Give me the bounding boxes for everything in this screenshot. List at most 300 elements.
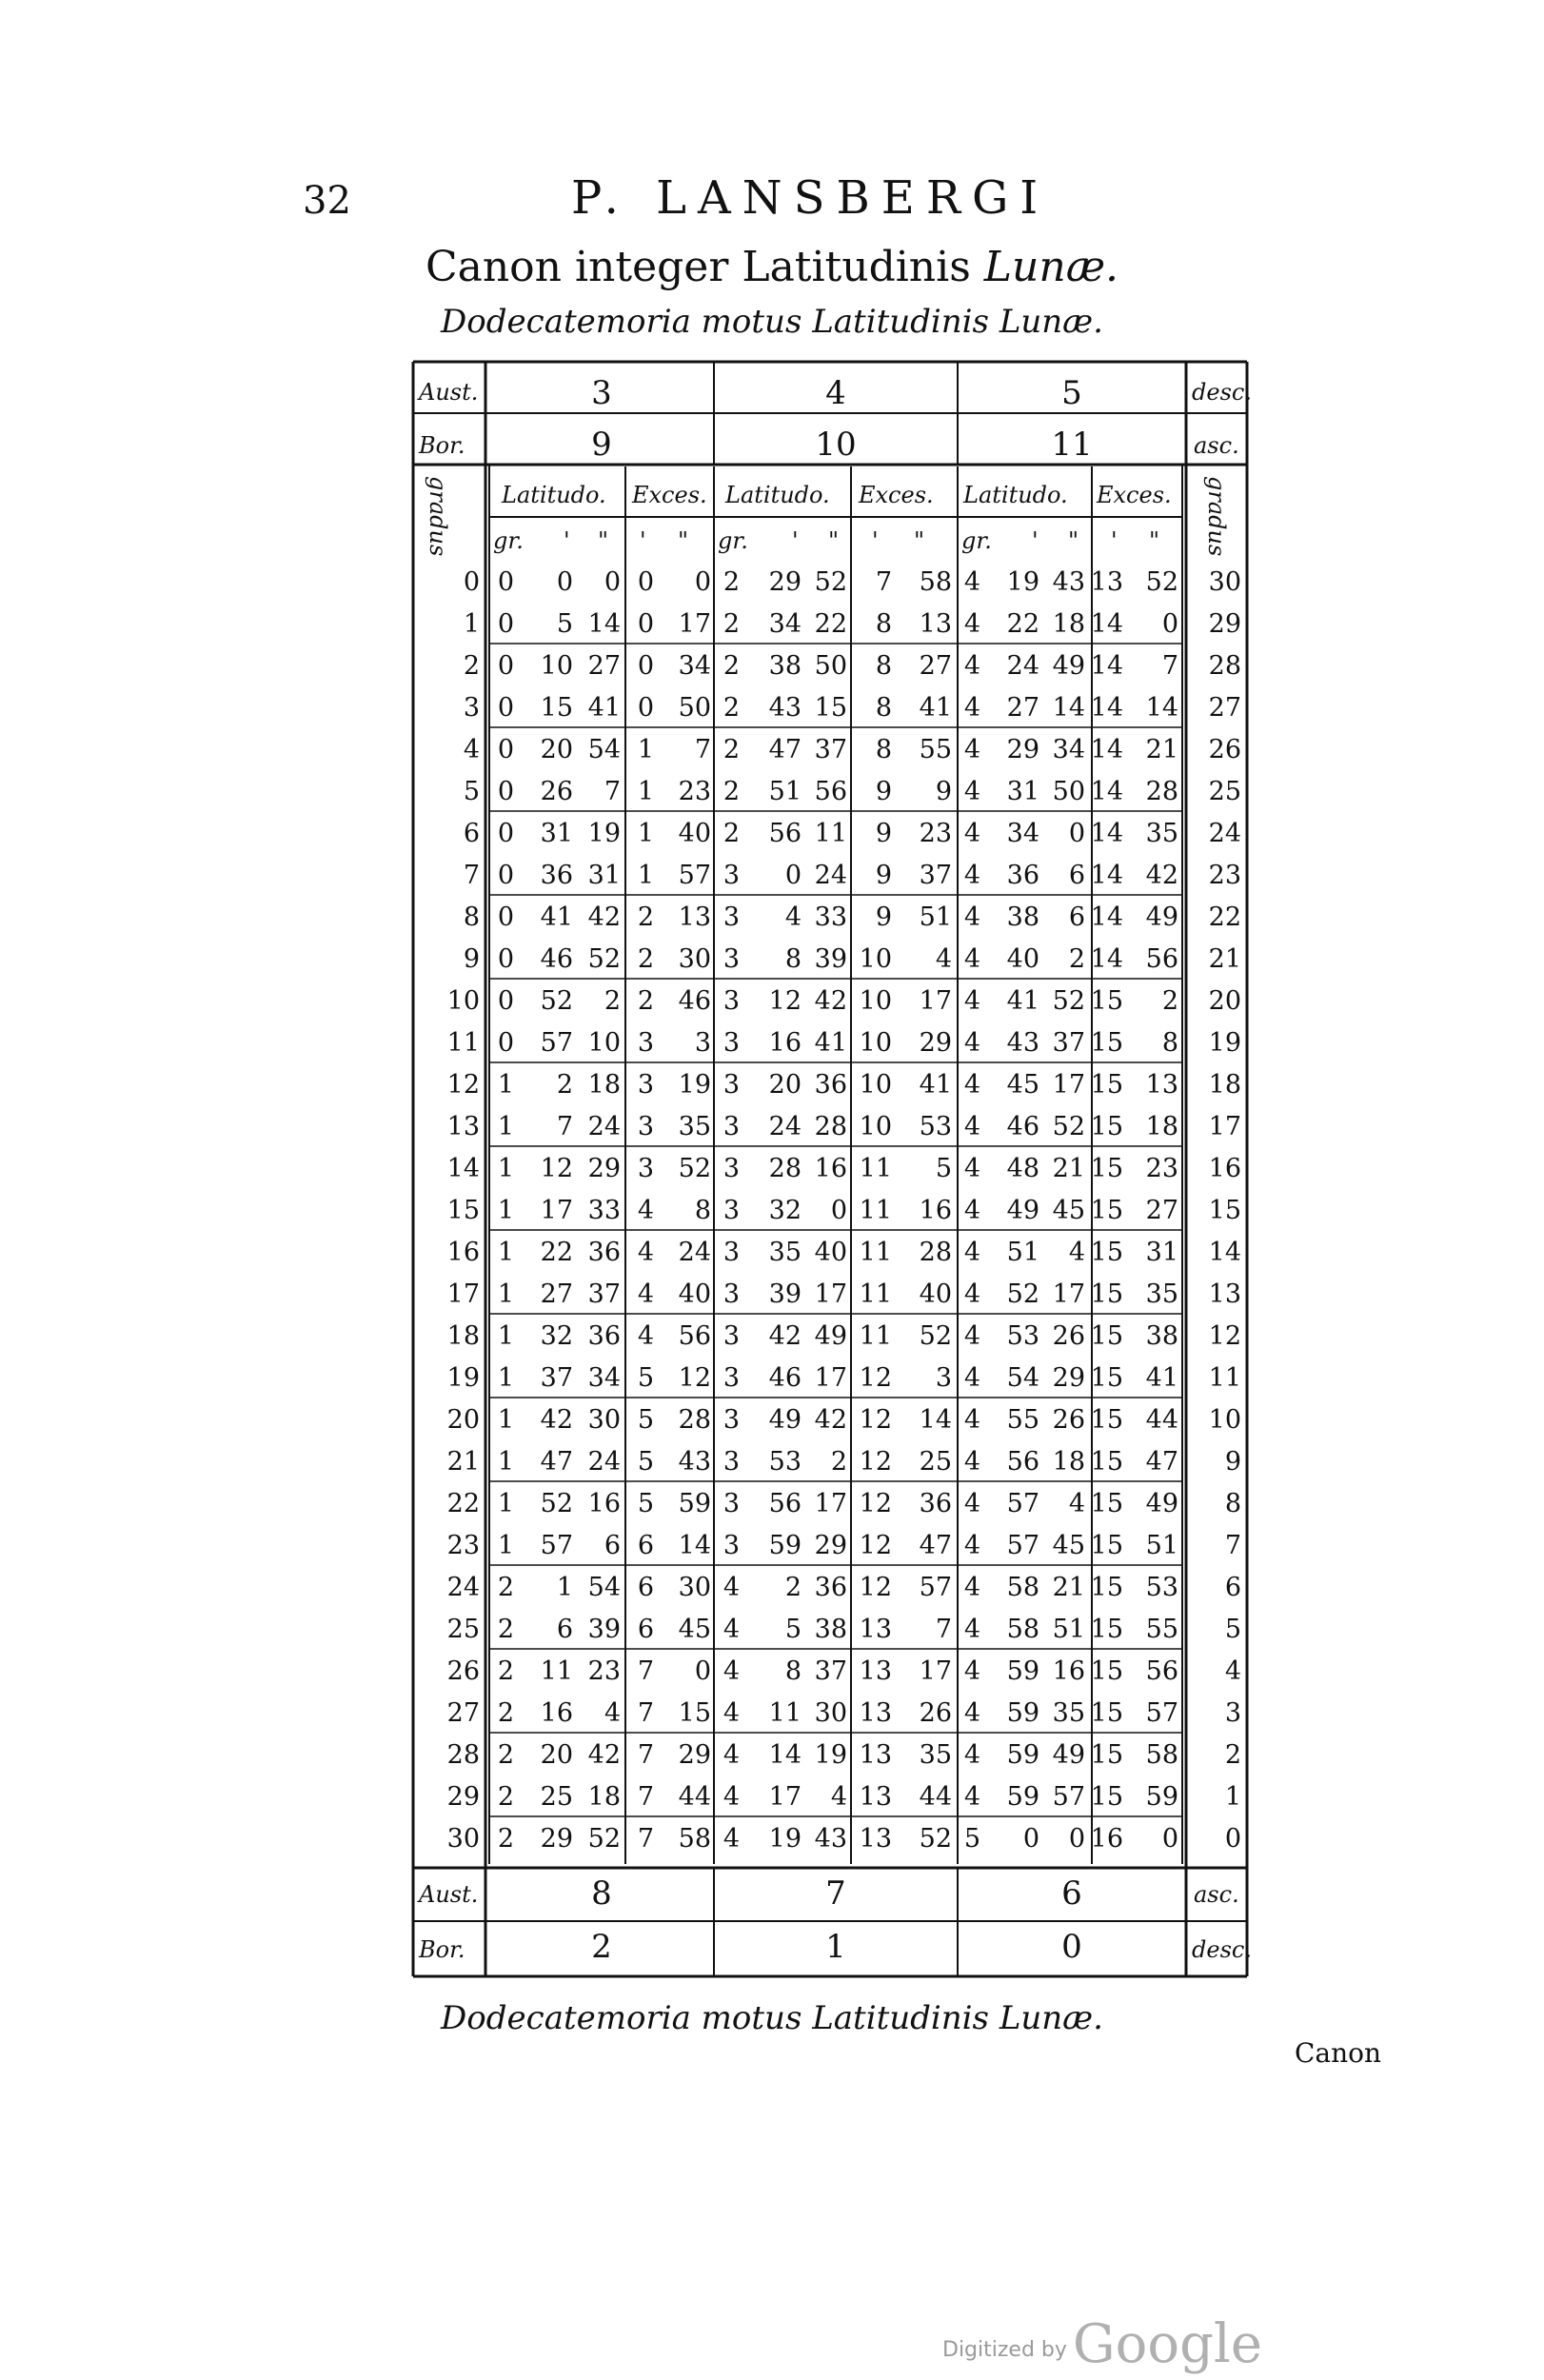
value-cell: 5 [637,1489,654,1518]
value-cell: 12 [859,1363,892,1393]
value-cell: 14 [1090,735,1123,764]
catchword: Canon [1295,2037,1382,2069]
gradus-cell: 20 [446,1405,480,1435]
value-cell: 56 [768,819,802,848]
value-cell: 4 [637,1279,654,1309]
value-cell: 30 [587,1405,621,1435]
value-cell: 52 [1006,1279,1039,1309]
value-cell: 28 [768,1154,802,1183]
value-cell: 7 [604,777,621,806]
sign-bottom-bor-3: 0 [1061,1928,1082,1966]
value-cell: 34 [1006,819,1039,848]
value-cell: 41 [814,1028,847,1058]
value-cell: 8 [875,693,892,723]
value-cell: 2 [784,1573,802,1602]
value-cell: 47 [768,735,802,764]
gradus-desc-cell: 28 [1208,651,1241,681]
gradus-cell: 0 [463,567,480,597]
value-cell: 43 [678,1447,711,1477]
value-cell: 37 [814,1656,847,1686]
value-cell: 12 [540,1154,573,1183]
value-cell: 31 [1145,1238,1178,1267]
value-cell: 5 [784,1615,802,1644]
value-cell: 16 [1090,1824,1123,1854]
value-cell: 4 [1068,1238,1085,1267]
value-cell: 1 [637,777,654,806]
value-cell: 43 [1052,567,1085,597]
label-gradus-right: gradus [1203,476,1230,557]
value-cell: 29 [587,1154,621,1183]
value-cell: 1 [497,1070,514,1100]
value-cell: 4 [963,1196,980,1225]
gradus-cell: 27 [446,1698,480,1728]
value-cell: 1 [497,1279,514,1309]
value-cell: 2 [1068,944,1085,974]
value-cell: 0 [1022,1824,1039,1854]
value-cell: 9 [875,777,892,806]
value-cell: 19 [678,1070,711,1100]
value-cell: 15 [1090,1531,1123,1560]
value-cell: 10 [859,944,892,974]
value-cell: 4 [963,1028,980,1058]
gradus-cell: 15 [446,1196,480,1225]
value-cell: 5 [556,609,573,639]
value-cell: 44 [678,1782,711,1812]
value-cell: 15 [1090,1028,1123,1058]
value-cell: 54 [1006,1363,1039,1393]
value-cell: 2 [830,1447,847,1477]
sign-bor-1: 9 [591,426,612,464]
value-cell: 15 [1090,1238,1123,1267]
value-cell: 1 [637,735,654,764]
value-cell: 3 [637,1112,654,1141]
value-cell: 8 [875,735,892,764]
value-cell: 56 [768,1489,802,1518]
value-cell: 14 [1090,651,1123,681]
value-cell: 4 [963,1154,980,1183]
value-cell: 32 [768,1196,802,1225]
value-cell: 2 [497,1615,514,1644]
value-cell: 14 [587,609,621,639]
value-cell: 2 [723,693,740,723]
value-cell: 4 [830,1782,847,1812]
value-cell: 55 [1145,1615,1178,1644]
gradus-desc-cell: 21 [1208,944,1241,974]
unit-gr-3: gr. [961,527,992,554]
sign-bottom-aust-3: 6 [1061,1874,1082,1913]
value-cell: 41 [540,902,573,932]
value-cell: 31 [540,819,573,848]
value-cell: 36 [587,1238,621,1267]
value-cell: 59 [678,1489,711,1518]
sign-aust-1: 3 [591,374,612,412]
value-cell: 0 [497,861,514,890]
value-cell: 0 [497,609,514,639]
value-cell: 53 [1006,1321,1039,1351]
value-cell: 24 [768,1112,802,1141]
gradus-cell: 23 [446,1531,480,1560]
value-cell: 6 [637,1531,654,1560]
value-cell: 16 [768,1028,802,1058]
value-cell: 56 [1145,944,1178,974]
value-cell: 57 [919,1573,952,1602]
value-cell: 10 [859,986,892,1016]
value-cell: 41 [919,1070,952,1100]
value-cell: 42 [814,1405,847,1435]
value-cell: 43 [1006,1028,1039,1058]
value-cell: 26 [1052,1321,1085,1351]
label-desc-bottom: desc. [1192,1936,1252,1963]
value-cell: 3 [935,1363,952,1393]
value-cell: 3 [723,1070,740,1100]
value-cell: 14 [1090,693,1123,723]
value-cell: 14 [768,1740,802,1770]
label-desc-top: desc. [1192,379,1252,406]
value-cell: 38 [1145,1321,1178,1351]
value-cell: 29 [1006,735,1039,764]
value-cell: 11 [814,819,847,848]
value-cell: 35 [1145,1279,1178,1309]
value-cell: 20 [540,735,573,764]
value-cell: 59 [1006,1656,1039,1686]
running-head: P. LANSBERGI [571,171,1050,225]
value-cell: 16 [587,1489,621,1518]
value-cell: 35 [1145,819,1178,848]
value-cell: 10 [540,651,573,681]
gradus-desc-cell: 6 [1224,1573,1241,1602]
unit-sec-1: " [598,527,609,554]
value-cell: 12 [859,1531,892,1560]
value-cell: 17 [768,1782,802,1812]
value-cell: 52 [814,567,847,597]
gradus-cell: 16 [446,1238,480,1267]
value-cell: 17 [540,1196,573,1225]
value-cell: 13 [678,902,711,932]
value-cell: 8 [784,1656,802,1686]
value-cell: 3 [723,1363,740,1393]
value-cell: 17 [919,986,952,1016]
value-cell: 4 [723,1656,740,1686]
value-cell: 4 [723,1615,740,1644]
gradus-desc-cell: 15 [1208,1196,1241,1225]
value-cell: 10 [859,1112,892,1141]
value-cell: 7 [1161,651,1178,681]
value-cell: 58 [1145,1740,1178,1770]
value-cell: 0 [1161,609,1178,639]
value-cell: 15 [1090,1363,1123,1393]
value-cell: 45 [1052,1531,1085,1560]
value-cell: 58 [1006,1615,1039,1644]
value-cell: 13 [859,1782,892,1812]
value-cell: 42 [587,1740,621,1770]
value-cell: 22 [540,1238,573,1267]
value-cell: 12 [859,1573,892,1602]
value-cell: 4 [963,777,980,806]
value-cell: 35 [1052,1698,1085,1728]
value-cell: 6 [604,1531,621,1560]
value-cell: 4 [637,1321,654,1351]
value-cell: 17 [678,609,711,639]
value-cell: 28 [1145,777,1178,806]
col-exces-1: Exces. [632,482,707,508]
unit-sec-ex-2: " [914,527,925,554]
value-cell: 0 [637,651,654,681]
value-cell: 40 [678,819,711,848]
value-cell: 3 [723,1028,740,1058]
value-cell: 0 [637,609,654,639]
value-cell: 54 [587,1573,621,1602]
value-cell: 15 [1090,1698,1123,1728]
value-cell: 8 [1161,1028,1178,1058]
value-cell: 24 [678,1238,711,1267]
value-cell: 23 [919,819,952,848]
sign-bottom-bor-2: 1 [825,1928,846,1966]
value-cell: 4 [723,1573,740,1602]
digitized-watermark [942,2313,1262,2375]
value-cell: 31 [1006,777,1039,806]
value-cell: 49 [1145,1489,1178,1518]
value-cell: 59 [1006,1782,1039,1812]
value-cell: 13 [859,1698,892,1728]
value-cell: 1 [497,1363,514,1393]
gradus-cell: 2 [463,651,480,681]
value-cell: 55 [1006,1405,1039,1435]
value-cell: 9 [875,819,892,848]
value-cell: 14 [1090,777,1123,806]
value-cell: 46 [540,944,573,974]
value-cell: 15 [1090,1279,1123,1309]
value-cell: 4 [723,1782,740,1812]
value-cell: 7 [637,1656,654,1686]
value-cell: 57 [1006,1489,1039,1518]
value-cell: 3 [694,1028,711,1058]
value-cell: 49 [814,1321,847,1351]
value-cell: 3 [723,944,740,974]
value-cell: 15 [1090,1405,1123,1435]
value-cell: 29 [768,567,802,597]
value-cell: 4 [637,1196,654,1225]
gradus-desc-cell: 8 [1224,1489,1241,1518]
value-cell: 3 [637,1154,654,1183]
value-cell: 11 [859,1279,892,1309]
value-cell: 54 [587,735,621,764]
value-cell: 57 [540,1028,573,1058]
value-cell: 7 [556,1112,573,1141]
value-cell: 56 [1145,1656,1178,1686]
value-cell: 3 [723,861,740,890]
gradus-cell: 1 [463,609,480,639]
page-number: 32 [303,179,351,223]
value-cell: 31 [587,861,621,890]
value-cell: 3 [637,1028,654,1058]
gradus-desc-cell: 29 [1208,609,1241,639]
value-cell: 58 [1006,1573,1039,1602]
value-cell: 42 [587,902,621,932]
value-cell: 52 [540,1489,573,1518]
value-cell: 29 [540,1824,573,1854]
value-cell: 10 [859,1028,892,1058]
gradus-desc-cell: 23 [1208,861,1241,890]
value-cell: 45 [1052,1196,1085,1225]
gradus-desc-cell: 19 [1208,1028,1241,1058]
value-cell: 36 [587,1321,621,1351]
label-aust-top: Aust. [419,379,479,406]
gradus-desc-cell: 3 [1224,1698,1241,1728]
value-cell: 4 [963,902,980,932]
value-cell: 22 [1006,609,1039,639]
value-cell: 37 [540,1363,573,1393]
value-cell: 2 [637,986,654,1016]
value-cell: 45 [1006,1070,1039,1100]
value-cell: 28 [814,1112,847,1141]
value-cell: 21 [1052,1573,1085,1602]
value-cell: 13 [1145,1070,1178,1100]
value-cell: 36 [540,861,573,890]
value-cell: 11 [859,1154,892,1183]
value-cell: 41 [1006,986,1039,1016]
value-cell: 7 [637,1824,654,1854]
value-cell: 35 [768,1238,802,1267]
gradus-cell: 5 [463,777,480,806]
value-cell: 17 [814,1363,847,1393]
value-cell: 14 [1090,819,1123,848]
value-cell: 4 [963,609,980,639]
value-cell: 50 [678,693,711,723]
value-cell: 4 [963,819,980,848]
gradus-cell: 3 [463,693,480,723]
gradus-desc-cell: 1 [1224,1782,1241,1812]
value-cell: 4 [963,1405,980,1435]
value-cell: 46 [1006,1112,1039,1141]
gradus-cell: 21 [446,1447,480,1477]
value-cell: 42 [768,1321,802,1351]
value-cell: 15 [1090,1154,1123,1183]
gradus-cell: 17 [446,1279,480,1309]
digitized-brand: Google [1072,2313,1262,2375]
value-cell: 59 [1006,1698,1039,1728]
value-cell: 38 [814,1615,847,1644]
gradus-desc-cell: 2 [1224,1740,1241,1770]
value-cell: 13 [1090,567,1123,597]
value-cell: 34 [768,609,802,639]
value-cell: 14 [1052,693,1085,723]
value-cell: 26 [540,777,573,806]
value-cell: 1 [497,1321,514,1351]
value-cell: 27 [540,1279,573,1309]
value-cell: 57 [1006,1531,1039,1560]
value-cell: 50 [1052,777,1085,806]
value-cell: 23 [1145,1154,1178,1183]
value-cell: 2 [637,902,654,932]
value-cell: 6 [1068,861,1085,890]
value-cell: 0 [497,944,514,974]
value-cell: 43 [814,1824,847,1854]
value-cell: 47 [919,1531,952,1560]
unit-gr-2: gr. [718,527,748,554]
value-cell: 0 [497,986,514,1016]
value-cell: 14 [1090,609,1123,639]
value-cell: 0 [1068,819,1085,848]
value-cell: 14 [919,1405,952,1435]
value-cell: 15 [678,1698,711,1728]
value-cell: 12 [768,986,802,1016]
value-cell: 1 [497,1405,514,1435]
gradus-desc-cell: 25 [1208,777,1241,806]
value-cell: 4 [963,735,980,764]
value-cell: 0 [497,651,514,681]
unit-min-ex-3: ' [1111,527,1118,554]
value-cell: 4 [1068,1489,1085,1518]
value-cell: 8 [784,944,802,974]
value-cell: 0 [1068,1824,1085,1854]
sign-bor-2: 10 [815,426,857,464]
value-cell: 15 [1090,1573,1123,1602]
value-cell: 40 [678,1279,711,1309]
unit-sec-3: " [1068,527,1079,554]
unit-sec-ex-1: " [678,527,689,554]
value-cell: 37 [1052,1028,1085,1058]
value-cell: 11 [859,1196,892,1225]
value-cell: 11 [859,1238,892,1267]
value-cell: 41 [919,693,952,723]
value-cell: 27 [1006,693,1039,723]
gradus-desc-cell: 26 [1208,735,1241,764]
value-cell: 1 [637,819,654,848]
value-cell: 3 [723,1112,740,1141]
value-cell: 26 [1052,1405,1085,1435]
value-cell: 4 [963,1070,980,1100]
gradus-cell: 7 [463,861,480,890]
gradus-cell: 11 [446,1028,480,1058]
value-cell: 49 [1052,651,1085,681]
sign-bottom-aust-2: 7 [825,1874,846,1913]
value-cell: 40 [919,1279,952,1309]
value-cell: 18 [587,1782,621,1812]
gradus-cell: 24 [446,1573,480,1602]
value-cell: 33 [587,1196,621,1225]
value-cell: 4 [963,1363,980,1393]
value-cell: 3 [723,1405,740,1435]
gradus-cell: 28 [446,1740,480,1770]
page-title [0,243,1544,291]
value-cell: 3 [723,1531,740,1560]
value-cell: 56 [814,777,847,806]
value-cell: 7 [637,1740,654,1770]
unit-sec-2: " [828,527,840,554]
value-cell: 12 [859,1405,892,1435]
sign-bor-3: 11 [1051,426,1093,464]
value-cell: 3 [723,1238,740,1267]
value-cell: 13 [859,1656,892,1686]
value-cell: 42 [1145,861,1178,890]
value-cell: 59 [768,1531,802,1560]
value-cell: 19 [768,1824,802,1854]
value-cell: 51 [768,777,802,806]
col-latitudo-1: Latitudo. [502,482,606,508]
unit-sec-ex-3: " [1149,527,1160,554]
value-cell: 4 [963,1573,980,1602]
value-cell: 1 [556,1573,573,1602]
value-cell: 40 [1006,944,1039,974]
gradus-desc-cell: 22 [1208,902,1241,932]
value-cell: 1 [637,861,654,890]
value-cell: 7 [637,1782,654,1812]
value-cell: 26 [919,1698,952,1728]
value-cell: 3 [723,1489,740,1518]
value-cell: 6 [556,1615,573,1644]
value-cell: 4 [963,1740,980,1770]
value-cell: 14 [1090,861,1123,890]
